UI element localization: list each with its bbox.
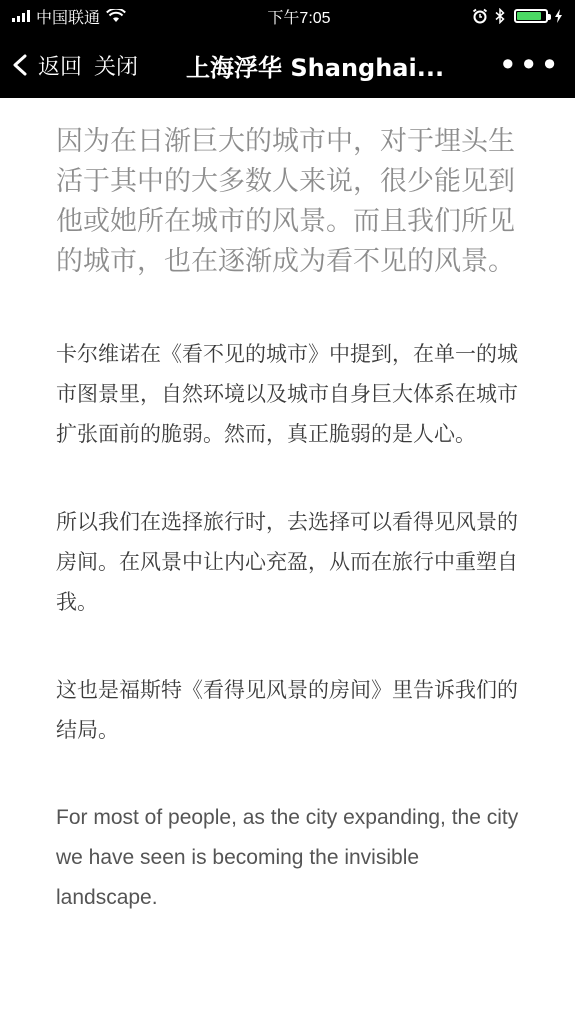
charging-icon [554, 9, 563, 23]
status-left [12, 5, 126, 28]
back-label: 返回 [38, 54, 83, 80]
carrier-label: 中国联通 [36, 9, 101, 27]
wifi-icon [106, 9, 126, 23]
paragraph-2: 所以我们在选择旅行时，去选择可以看得见风景的房间。在风景中让内心充盈，从而在旅行中重塑自我。 [56, 510, 518, 614]
back-button[interactable] [10, 50, 82, 81]
battery-icon [514, 9, 548, 23]
navigation-bar [0, 32, 575, 98]
status-bar [0, 0, 575, 32]
article-body [0, 98, 575, 918]
close-button[interactable]: 关闭 [94, 54, 139, 80]
paragraph-1: 卡尔维诺在《看不见的城市》中提到，在单一的城市图景里，自然环境以及城市自身巨大体系在城市扩张面前的脆弱。然而，真正脆弱的是人心。 [56, 342, 518, 446]
status-right [472, 8, 563, 24]
signal-icon [12, 10, 30, 22]
top-bar [0, 0, 575, 98]
lead-paragraph: 因为在日渐巨大的城市中，对于埋头生活于其中的大多数人来说，很少能见到他或她所在城市的风景。而且我们所见的城市，也在逐渐成为看不见的风景。 [56, 126, 515, 277]
paragraph-3: 这也是福斯特《看得见风景的房间》里告诉我们的结局。 [56, 678, 518, 742]
clock: 下午7:05 [267, 9, 331, 27]
page-title: 上海浮华 Shanghai... [186, 53, 445, 82]
more-icon[interactable]: ••• [498, 46, 561, 84]
bluetooth-icon [494, 8, 506, 24]
alarm-icon [472, 8, 488, 24]
english-paragraph: For most of people, as the city expanding, the city we have seen is becoming the invisible landscape. [56, 806, 519, 909]
chevron-left-icon [10, 54, 32, 76]
